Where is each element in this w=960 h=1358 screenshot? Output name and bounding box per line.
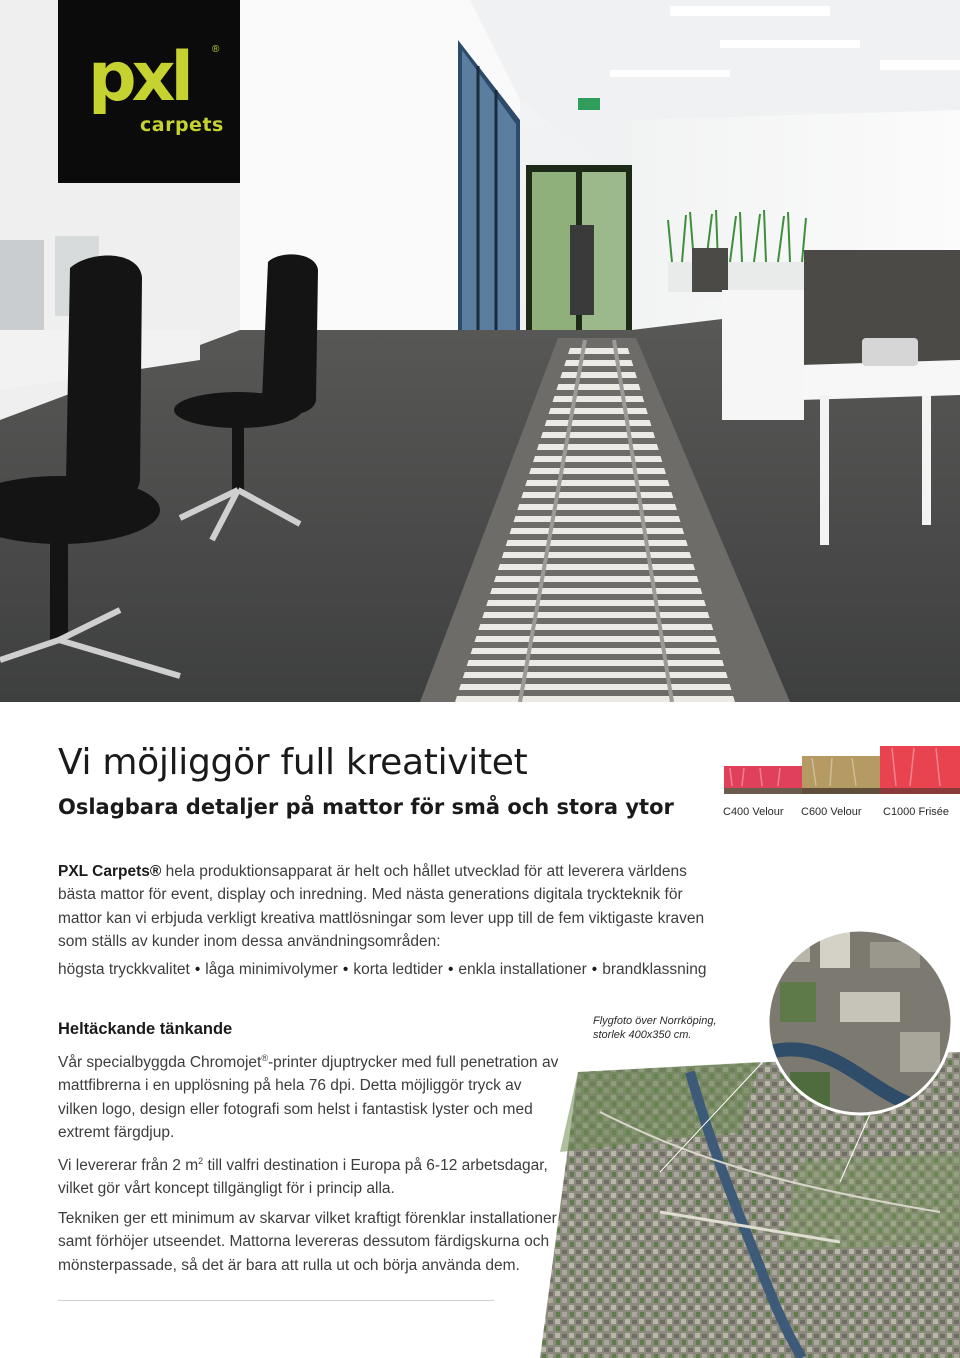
- p1-registered: ®: [261, 1053, 268, 1063]
- sample-label-c600: C600 Velour: [801, 806, 862, 818]
- bullet-dot: •: [342, 961, 349, 978]
- sample-label-c400: C400 Velour: [723, 806, 784, 818]
- section-paragraph-1: [58, 1047, 563, 1144]
- map-caption: [593, 1014, 717, 1042]
- section-paragraph-3: Tekniken ger ett minimum av skarvar vilket kraftigt förenklar installationer samt förhöjer utseendet. Mattorna levereras dessutom färdigskurna och mönsterpassade, så det är bara att rulla ut och börja använda dem.: [58, 1210, 557, 1274]
- divider: [58, 1300, 494, 1301]
- logo-subtitle: carpets: [140, 114, 224, 136]
- map-caption-line-2: storlek 400x350 cm.: [593, 1029, 692, 1041]
- map-caption-line-1: Flygfoto över Norrköping,: [593, 1015, 717, 1027]
- bullet-dot: •: [591, 961, 598, 978]
- p2-text-b: till valfri destination i Europa på 6-12 arbetsdagar, vilket gör vårt koncept tillgängligt för i princip alla.: [58, 1157, 548, 1198]
- carpet-samples-image: [720, 742, 960, 802]
- page-title: Vi möjliggör full kreativitet: [58, 742, 528, 783]
- requirement-item: högsta tryckkvalitet: [58, 961, 190, 978]
- bullet-dot: •: [447, 961, 454, 978]
- p1-text-a: Vår specialbyggda Chromojet: [58, 1054, 262, 1072]
- requirement-item: korta ledtider: [353, 961, 443, 978]
- p1-text-b: -printer djuptrycker med full penetration av mattfibrerna i en upplösning på hela 76 dpi. Detta möjliggör tryck av vilken logo, design eller fotografi som helst i fantastisk lyster och med extremt färgdjup.: [58, 1054, 559, 1142]
- intro-brand: PXL Carpets®: [58, 863, 162, 880]
- section-paragraph-2: [58, 1150, 563, 1201]
- logo-registered-mark: ®: [212, 44, 220, 55]
- requirement-item: enkla installationer: [458, 961, 587, 978]
- section-heading: Heltäckande tänkande: [58, 1020, 233, 1038]
- p2-text-a: Vi levererar från 2 m: [58, 1157, 199, 1175]
- requirement-item: brandklassning: [602, 961, 707, 978]
- p2-superscript: 2: [198, 1156, 204, 1166]
- sample-label-c1000: C1000 Frisée: [883, 806, 950, 818]
- intro-text: hela produktionsapparat är helt och hållet utvecklad för att leverera världens bästa mattor för event, display och inredning. Med nästa generations digitala tryckteknik för mattor kan vi erbjuda verkligt kreativa mattlösningar som lever upp till de fem viktigaste kraven som ställs av kunder inom dessa användningsområden:: [58, 863, 705, 950]
- page-subtitle: Oslagbara detaljer på mattor för små och stora ytor: [58, 795, 674, 819]
- logo-wordmark: pxl: [88, 38, 189, 117]
- pxl-carpets-logo: [58, 0, 240, 183]
- aerial-map-carpet-image: [540, 912, 960, 1358]
- bullet-dot: •: [194, 961, 201, 978]
- requirement-item: låga minimivolymer: [205, 961, 338, 978]
